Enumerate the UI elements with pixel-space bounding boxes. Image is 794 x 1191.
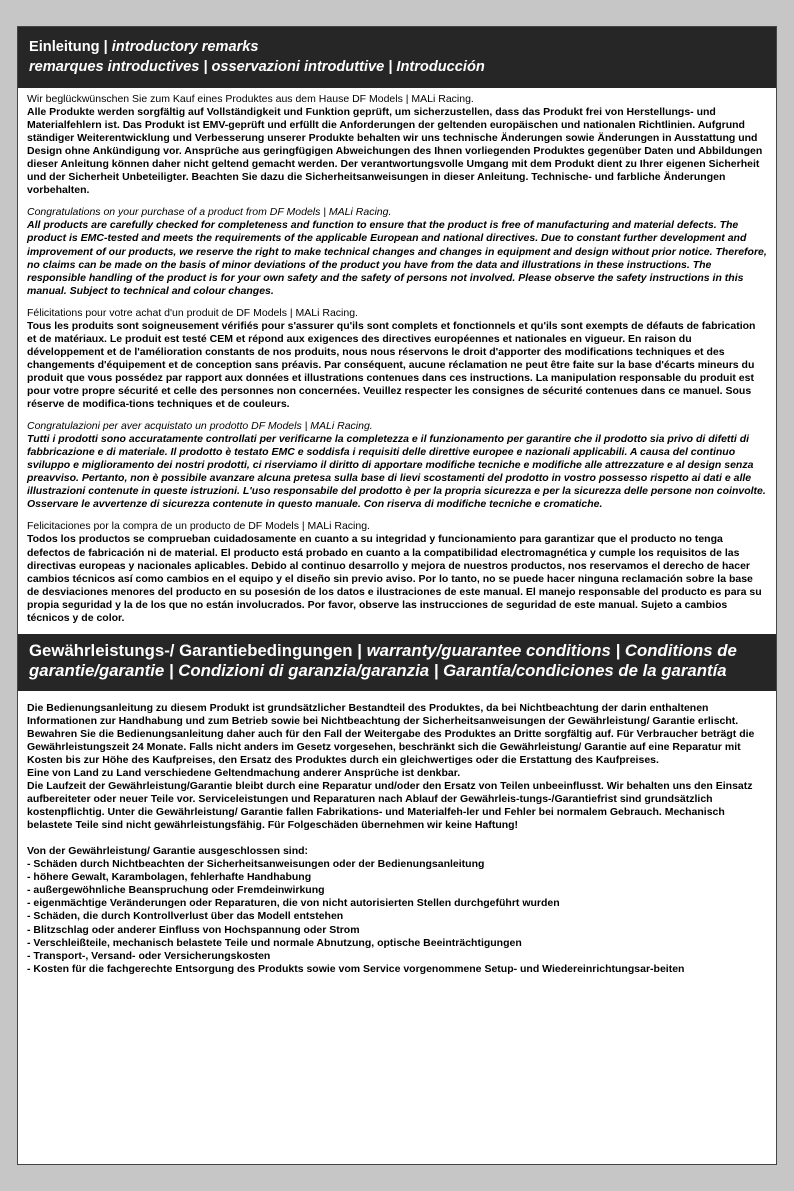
list-item: - höhere Gewalt, Karambolagen, fehlerhafte Handhabung	[27, 871, 312, 884]
list-item: - Schäden durch Nichtbeachten der Sicherheitsanweisungen oder der Bedienungsanleitung	[27, 858, 485, 871]
list-item: - außergewöhnliche Beanspruchung oder Fremdeinwirkung	[27, 884, 325, 897]
intro-heading-it: Congratulazioni per aver acquistato un prodotto DF Models | MALi Racing.	[27, 420, 373, 433]
spacer	[27, 832, 767, 845]
intro-body-fr: Tous les produits sont soigneusement vérifiés pour s'assurer qu'ils sont complets et fonctionnels et qu'ils sont exempts de défauts de fabrication et de matériaux. Le produit est testé CEM et répond aux exigences des directives européennes et nationales en vigueur. En raison du développement et de l'amélioration constants de nos produits, nous nous réservons le droit d'apporter des modifications techniques et des changements d'équipement et de conception sans préavis. Par conséquent, aucune réclamation ne peut être faite sur la base d'écarts mineurs du produit que vous possédez par rapport aux données et illustrations contenues dans ces instructions. La manipulation responsable du produit est pour votre propre sécurité et celle des personnes non concernées. Veuillez respecter les consignes de sécurité contenues dans ce manuel. Sous réserve de modifica-tions techniques et de couleurs.	[27, 319, 756, 411]
list-item: - Verschleißteile, mechanisch belastete Teile und normale Abnutzung, optische Beeinträchtigungen	[27, 936, 522, 949]
list-item: - eigenmächtige Veränderungen oder Reparaturen, die von nicht autorisierten Stellen durchgeführt wurden	[27, 897, 560, 910]
exclusions-list	[27, 858, 767, 975]
intro-heading-fr: Félicitations pour votre achat d'un produit de DF Models | MALi Racing.	[27, 306, 358, 319]
intro-heading-de: Wir beglückwünschen Sie zum Kauf eines Produktes aus dem Hause DF Models | MALi Racing.	[27, 93, 474, 105]
warranty-text	[18, 691, 776, 976]
intro-body-en: All products are carefully checked for completeness and function to ensure that the product is free of manufacturing and material defects. The product is EMC-tested and meets the requirements of the applicable European and national directives. Due to constant further development and improvement of our products, we reserve the right to make technical changes and changes in equipment and design without prior notice. Therefore, no claims can be made on the basis of minor deviations of the product you have from the data and illustrations in these instructions. The responsible handling of the product is for your own safety and the safety of persons not involved. Please observe the safety instructions in this manual. Subject to technical and colour changes.	[27, 219, 767, 297]
list-item: - Blitzschlag oder anderer Einfluss von Hochspannung oder Strom	[27, 923, 360, 936]
intro-paragraph-it	[27, 420, 767, 511]
list-item: - Transport-, Versand- oder Versicherungskosten	[27, 949, 271, 962]
manual-page	[17, 26, 777, 1165]
list-item: - Kosten für die fachgerechte Entsorgung des Produkts sowie vom Service vorgenommene Setup- und Wiedereinrichtungsar-beiten	[27, 962, 685, 975]
section-header-line-1: Gewährleistungs-/ Garantiebedingungen | warranty/guarantee conditions | Conditions de	[29, 640, 737, 660]
section-header-introductory-remarks	[18, 27, 776, 88]
intro-paragraph-fr	[27, 307, 767, 411]
section-header-line-2: remarques introductives | osservazioni introduttive | Introducción	[29, 59, 485, 75]
intro-heading-en: Congratulations on your purchase of a product from DF Models | MALi Racing.	[27, 206, 392, 219]
intro-paragraph-en	[27, 206, 767, 297]
warranty-paragraph-1: Die Bedienungsanleitung zu diesem Produkt ist grundsätzlicher Bestandteil des Produktes, da bei Nichtbeachtung der darin enthaltenen Informationen zur Handhabung und zum Betrieb sowie bei Nichtbeachtung der Sicherheitsanweisungen der Gewährleistung/ Garantie erlischt.	[27, 701, 739, 727]
intro-body-it: Tutti i prodotti sono accuratamente controllati per verificarne la completezza e il funzionamento per garantire che il prodotto sia privo di difetti di fabbricazione e di materiale. Il prodotto è testato EMC e soddisfa i requisiti delle direttive europee e nazionali applicabili. A causa del continuo sviluppo e miglioramento dei nostri prodotti, ci riserviamo il diritto di apportare modifiche tecniche e modifiche alle attrezzature e al design senza preavviso. Pertanto, non è possibile avanzare alcuna pretesa sulla base di lievi scostamenti del prodotto in vostro possesso rispetto ai dati e alle illustrazioni contenute in queste istruzioni. L'uso responsabile del prodotto è per la propria sicurezza e per la sicurezza delle persone non coinvolte. Osservare le avvertenze di sicurezza contenute in questo manuale. Con riserva di modifiche tecniche e cromatiche.	[27, 433, 766, 511]
section-header-warranty-conditions	[18, 634, 776, 691]
section-header-line-1: Einleitung | introductory remarks	[29, 39, 259, 55]
list-item: - Schäden, die durch Kontrollverlust über das Modell entstehen	[27, 910, 344, 923]
exclusions-intro: Von der Gewährleistung/ Garantie ausgeschlossen sind:	[27, 845, 309, 858]
intro-heading-es: Felicitaciones por la compra de un producto de DF Models | MALi Racing.	[27, 520, 370, 533]
section-header-line-2: garantie/garantie | Condizioni di garanzia/garanzia | Garantía/condiciones de la garantía	[29, 661, 727, 681]
intro-paragraph-de	[27, 93, 767, 197]
intro-body-de: Alle Produkte werden sorgfältig auf Vollständigkeit und Funktion geprüft, um sicherzustellen, dass das Produkt frei von Herstellungs- und Materialfehlern ist. Das Produkt ist EMV-geprüft und erfüllt die Anforderungen der geltenden europäischen und nationalen Richtlinien. Aufgrund ständiger Weiterentwicklung und Verbesserung unserer Produkte behalten wir uns technische Änderungen sowie Änderungen in Ausstattung und Design ohne Ankündigung vor. Ansprüche aus geringfügigen Abweichungen des Ihnen vorliegenden Produktes gegenüber Daten und Abbildungen dieser Anleitung können daher nicht geltend gemacht werden. Der verantwortungsvolle Umgang mit dem Produkt dient zu Ihrer eigenen Sicherheit und der Sicherheit Unbeteiligter. Beachten Sie dazu die Sicherheitsanweisungen in dieser Anleitung. Technische- und farbliche Änderungen vorbehalten.	[27, 106, 763, 197]
introductory-text	[18, 88, 776, 625]
intro-paragraph-es	[27, 520, 767, 624]
warranty-paragraph-3: Eine von Land zu Land verschiedene Geltendmachung anderer Ansprüche ist denkbar.	[27, 767, 461, 780]
warranty-paragraph-2: Bewahren Sie die Bedienungsanleitung daher auch für den Fall der Weitergabe des Produktes an Dritte sorgfältig auf. Für Verbraucher beträgt die Gewährleistungszeit 24 Monate. Falls nicht anders im Gesetz vorgesehen, beschränkt sich die Gewährleistung/ Garantie auf eine Reparatur mit Kosten bis zur Höhe des Kaufpreises, den Ersatz des Produktes durch ein gleichwertiges oder die Erstattung des Kaufpreises.	[27, 727, 755, 766]
warranty-paragraph-4: Die Laufzeit der Gewährleistung/Garantie bleibt durch eine Reparatur und/oder den Ersatz von Teilen unbeeinflusst. Wir behalten uns den Einsatz aufbereiteter oder neuer Teile vor. Serviceleistungen und Reparaturen nach Ablauf der Gewährleis-tungs-/Garantiefrist sind grundsätzlich kostenpflichtig. Unter die Gewährleistung/ Garantie fallen Fabrikations- und Materialfeh-ler und Fehler bei normalem Gebrauch. Mechanisch belastete Teile sind nicht gewährleistungsfähig. Für Folgeschäden übernehmen wir keine Haftung!	[27, 780, 753, 832]
intro-body-es: Todos los productos se comprueban cuidadosamente en cuanto a su integridad y funcionamiento para garantizar que el producto no tenga defectos de fabricación ni de material. El producto está probado en cuanto a la compatibilidad electromagnética y cumple los requisitos de las directivas europeas y nacionales aplicables. Debido al continuo desarrollo y mejora de nuestros productos, nos reservamos el derecho de hacer cambios técnicos así como cambios en el equipo y el diseño sin previo aviso. Por lo tanto, no se puede hacer ninguna reclamación sobre la base de desviaciones menores del producto en su posesión de los datos e ilustraciones de este manual. El manejo responsable del producto es para su propia seguridad y la de los que no están involucrados. Por favor, observe las instrucciones de seguridad de este manual. Sujeto a cambios técnicos y de color.	[27, 533, 762, 624]
